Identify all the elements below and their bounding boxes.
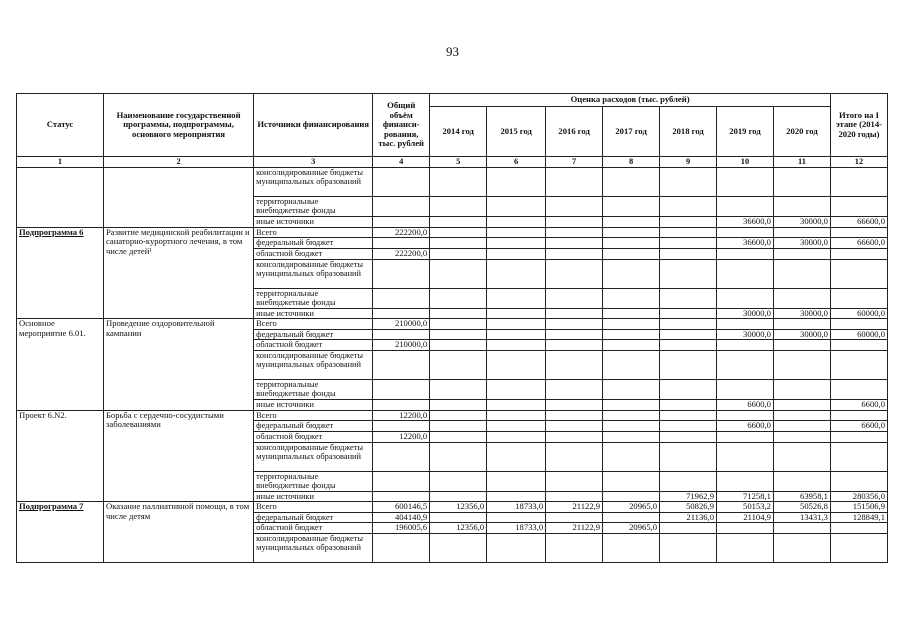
total-value-cell <box>373 329 430 340</box>
year-value-cell <box>487 259 546 288</box>
stage-sum-cell: 6600,0 <box>830 421 887 432</box>
header-year: 2018 год <box>660 107 717 157</box>
budget-table <box>16 93 888 563</box>
table-row <box>17 502 888 513</box>
year-value-cell <box>717 248 774 259</box>
year-value-cell <box>430 197 487 217</box>
year-value-cell: 12356,0 <box>430 523 487 534</box>
year-value-cell <box>603 471 660 491</box>
stage-sum-cell <box>830 288 887 308</box>
year-value-cell: 21136,0 <box>660 512 717 523</box>
year-value-cell <box>546 491 603 502</box>
year-value-cell <box>487 410 546 421</box>
funding-source-cell: территориальные внебюджетные фонды <box>254 471 373 491</box>
year-value-cell: 50826,9 <box>660 502 717 513</box>
year-value-cell <box>546 380 603 400</box>
year-value-cell <box>487 238 546 249</box>
year-value-cell: 30000,0 <box>717 329 774 340</box>
year-value-cell <box>430 288 487 308</box>
stage-sum-cell: 60000,0 <box>830 308 887 319</box>
total-value-cell <box>373 380 430 400</box>
year-value-cell <box>660 351 717 380</box>
year-value-cell <box>546 197 603 217</box>
stage-sum-cell <box>830 248 887 259</box>
stage-sum-cell <box>830 431 887 442</box>
stage-sum-cell: 151506,9 <box>830 502 887 513</box>
year-value-cell: 50526,8 <box>773 502 830 513</box>
total-value-cell <box>373 168 430 197</box>
year-value-cell <box>603 421 660 432</box>
year-value-cell: 20965,0 <box>603 523 660 534</box>
year-value-cell <box>546 238 603 249</box>
year-value-cell <box>717 534 774 563</box>
year-value-cell <box>487 329 546 340</box>
year-value-cell <box>430 217 487 228</box>
year-value-cell <box>430 421 487 432</box>
year-value-cell <box>773 340 830 351</box>
year-value-cell <box>603 217 660 228</box>
total-value-cell: 196005,6 <box>373 523 430 534</box>
year-value-cell <box>773 168 830 197</box>
year-value-cell <box>546 168 603 197</box>
year-value-cell <box>660 431 717 442</box>
funding-source-cell: федеральный бюджет <box>254 512 373 523</box>
stage-sum-cell: 66600,0 <box>830 217 887 228</box>
year-value-cell <box>546 534 603 563</box>
year-value-cell <box>717 168 774 197</box>
year-value-cell <box>717 288 774 308</box>
year-value-cell <box>717 340 774 351</box>
year-value-cell <box>717 380 774 400</box>
funding-source-cell: Всего <box>254 502 373 513</box>
total-value-cell <box>373 217 430 228</box>
stage-sum-cell <box>830 410 887 421</box>
year-value-cell <box>717 471 774 491</box>
total-value-cell: 12200,0 <box>373 410 430 421</box>
year-value-cell <box>773 421 830 432</box>
year-value-cell <box>660 340 717 351</box>
year-value-cell <box>660 308 717 319</box>
year-value-cell <box>430 491 487 502</box>
year-value-cell: 36600,0 <box>717 217 774 228</box>
year-value-cell <box>546 227 603 238</box>
year-value-cell <box>773 523 830 534</box>
year-value-cell: 12356,0 <box>430 502 487 513</box>
column-index: 7 <box>546 157 603 168</box>
status-cell: Проект 6.N2. <box>17 410 104 502</box>
funding-source-cell: областной бюджет <box>254 340 373 351</box>
year-value-cell: 30000,0 <box>773 308 830 319</box>
year-value-cell <box>773 319 830 330</box>
year-value-cell <box>546 512 603 523</box>
funding-source-cell: консолидированные бюджеты муниципальных образований <box>254 534 373 563</box>
stage-sum-cell <box>830 319 887 330</box>
total-value-cell: 210000,0 <box>373 319 430 330</box>
stage-sum-cell <box>830 259 887 288</box>
year-value-cell <box>487 308 546 319</box>
stage-sum-cell <box>830 197 887 217</box>
funding-source-cell: Всего <box>254 319 373 330</box>
year-value-cell <box>430 351 487 380</box>
header-source: Источники финансирования <box>254 94 373 157</box>
total-value-cell <box>373 308 430 319</box>
status-cell: Подпрограмма 6 <box>17 227 104 319</box>
year-value-cell <box>773 351 830 380</box>
header-status: Статус <box>17 94 104 157</box>
year-value-cell <box>717 410 774 421</box>
total-value-cell <box>373 351 430 380</box>
funding-source-cell: областной бюджет <box>254 523 373 534</box>
year-value-cell <box>430 168 487 197</box>
year-value-cell <box>773 197 830 217</box>
year-value-cell <box>546 319 603 330</box>
funding-source-cell: федеральный бюджет <box>254 421 373 432</box>
stage-sum-cell <box>830 534 887 563</box>
status-cell: Основное мероприятие 6.01. <box>17 319 104 411</box>
total-value-cell: 210000,0 <box>373 340 430 351</box>
year-value-cell <box>603 197 660 217</box>
column-index: 1 <box>17 157 104 168</box>
year-value-cell <box>603 259 660 288</box>
funding-source-cell: федеральный бюджет <box>254 238 373 249</box>
stage-sum-cell: 66600,0 <box>830 238 887 249</box>
year-value-cell <box>660 197 717 217</box>
year-value-cell <box>430 227 487 238</box>
total-value-cell: 12200,0 <box>373 431 430 442</box>
column-index: 3 <box>254 157 373 168</box>
year-value-cell <box>603 410 660 421</box>
year-value-cell <box>546 217 603 228</box>
page-number: 93 <box>446 44 459 59</box>
year-value-cell <box>773 227 830 238</box>
header-estimate: Оценка расходов (тыс. рублей) <box>430 94 831 107</box>
year-value-cell <box>717 442 774 471</box>
header-program: Наименование государственной программы, подпрограммы, основного мероприятия <box>103 94 253 157</box>
table-body <box>17 168 888 563</box>
total-value-cell <box>373 400 430 411</box>
year-value-cell: 18733,0 <box>487 502 546 513</box>
year-value-cell: 6600,0 <box>717 421 774 432</box>
total-value-cell <box>373 238 430 249</box>
year-value-cell <box>430 512 487 523</box>
stage-sum-cell: 60000,0 <box>830 329 887 340</box>
total-value-cell <box>373 442 430 471</box>
year-value-cell: 36600,0 <box>717 238 774 249</box>
year-value-cell <box>603 238 660 249</box>
year-value-cell <box>773 248 830 259</box>
funding-source-cell: Всего <box>254 227 373 238</box>
year-value-cell <box>546 308 603 319</box>
year-value-cell <box>546 400 603 411</box>
column-index: 4 <box>373 157 430 168</box>
funding-source-cell: федеральный бюджет <box>254 329 373 340</box>
year-value-cell <box>660 380 717 400</box>
funding-source-cell: иные источники <box>254 217 373 228</box>
funding-source-cell: консолидированные бюджеты муниципальных образований <box>254 442 373 471</box>
year-value-cell <box>660 329 717 340</box>
header-total: Общий объём финанси-рования, тыс. рублей <box>373 94 430 157</box>
year-value-cell <box>660 217 717 228</box>
year-value-cell <box>430 238 487 249</box>
year-value-cell: 71962,9 <box>660 491 717 502</box>
year-value-cell <box>487 421 546 432</box>
year-value-cell <box>773 259 830 288</box>
total-value-cell <box>373 288 430 308</box>
year-value-cell <box>430 329 487 340</box>
year-value-cell <box>660 238 717 249</box>
year-value-cell <box>487 491 546 502</box>
column-index: 9 <box>660 157 717 168</box>
year-value-cell <box>660 421 717 432</box>
year-value-cell <box>487 351 546 380</box>
total-value-cell <box>373 471 430 491</box>
year-value-cell <box>546 442 603 471</box>
column-index: 6 <box>487 157 546 168</box>
year-value-cell <box>430 534 487 563</box>
stage-sum-cell <box>830 168 887 197</box>
year-value-cell <box>773 410 830 421</box>
stage-sum-cell <box>830 523 887 534</box>
program-name-cell: Оказание паллиативной помощи, в том числе детям <box>103 502 253 563</box>
year-value-cell <box>603 534 660 563</box>
year-value-cell: 13431,3 <box>773 512 830 523</box>
year-value-cell <box>660 319 717 330</box>
year-value-cell: 71258,1 <box>717 491 774 502</box>
table-row <box>17 319 888 330</box>
year-value-cell <box>430 400 487 411</box>
year-value-cell <box>487 168 546 197</box>
year-value-cell <box>546 248 603 259</box>
funding-source-cell: областной бюджет <box>254 431 373 442</box>
year-value-cell <box>660 248 717 259</box>
year-value-cell <box>430 259 487 288</box>
stage-sum-cell <box>830 351 887 380</box>
year-value-cell <box>773 431 830 442</box>
year-value-cell: 30000,0 <box>773 329 830 340</box>
year-value-cell <box>603 351 660 380</box>
year-value-cell <box>487 400 546 411</box>
year-value-cell <box>603 380 660 400</box>
program-name-cell <box>103 168 253 228</box>
year-value-cell <box>546 431 603 442</box>
year-value-cell <box>773 380 830 400</box>
year-value-cell <box>717 523 774 534</box>
year-value-cell: 21104,9 <box>717 512 774 523</box>
column-index: 8 <box>603 157 660 168</box>
year-value-cell: 50153,2 <box>717 502 774 513</box>
funding-source-cell: Всего <box>254 410 373 421</box>
year-value-cell <box>430 442 487 471</box>
year-value-cell <box>487 217 546 228</box>
funding-source-cell: иные источники <box>254 491 373 502</box>
year-value-cell <box>660 410 717 421</box>
year-value-cell <box>487 340 546 351</box>
year-value-cell <box>660 168 717 197</box>
year-value-cell <box>487 380 546 400</box>
year-value-cell <box>773 288 830 308</box>
year-value-cell <box>717 351 774 380</box>
year-value-cell: 18733,0 <box>487 523 546 534</box>
table-row <box>17 410 888 421</box>
column-index: 2 <box>103 157 253 168</box>
total-value-cell <box>373 491 430 502</box>
total-value-cell <box>373 259 430 288</box>
year-value-cell <box>487 319 546 330</box>
total-value-cell: 404140,9 <box>373 512 430 523</box>
header-year: 2017 год <box>603 107 660 157</box>
year-value-cell <box>430 248 487 259</box>
stage-sum-cell: 6600,0 <box>830 400 887 411</box>
stage-sum-cell: 280356,0 <box>830 491 887 502</box>
year-value-cell <box>603 491 660 502</box>
program-name-cell: Проведение оздоровительной кампании <box>103 319 253 411</box>
year-value-cell <box>773 471 830 491</box>
year-value-cell <box>487 431 546 442</box>
total-value-cell <box>373 534 430 563</box>
year-value-cell <box>660 442 717 471</box>
year-value-cell: 30000,0 <box>773 238 830 249</box>
year-value-cell: 21122,9 <box>546 523 603 534</box>
year-value-cell <box>717 259 774 288</box>
stage-sum-cell: 128849,1 <box>830 512 887 523</box>
column-index: 5 <box>430 157 487 168</box>
column-index: 11 <box>773 157 830 168</box>
year-value-cell: 30000,0 <box>773 217 830 228</box>
year-value-cell <box>546 471 603 491</box>
year-value-cell <box>717 319 774 330</box>
year-value-cell <box>660 227 717 238</box>
year-value-cell <box>487 288 546 308</box>
year-value-cell <box>603 340 660 351</box>
funding-source-cell: территориальные внебюджетные фонды <box>254 288 373 308</box>
year-value-cell <box>603 288 660 308</box>
year-value-cell <box>660 534 717 563</box>
year-value-cell <box>546 259 603 288</box>
year-value-cell: 30000,0 <box>717 308 774 319</box>
stage-sum-cell <box>830 471 887 491</box>
year-value-cell <box>660 288 717 308</box>
year-value-cell <box>717 197 774 217</box>
year-value-cell <box>487 227 546 238</box>
year-value-cell <box>430 410 487 421</box>
header-year: 2019 год <box>717 107 774 157</box>
header-year: 2015 год <box>487 107 546 157</box>
total-value-cell: 222200,0 <box>373 227 430 238</box>
year-value-cell <box>487 471 546 491</box>
total-value-cell: 222200,0 <box>373 248 430 259</box>
header-year: 2016 год <box>546 107 603 157</box>
program-name-cell: Развитие медицинской реабилитации и санаторно-курортного лечения, в том числе детей¹ <box>103 227 253 319</box>
status-cell <box>17 168 104 228</box>
year-value-cell <box>430 308 487 319</box>
year-value-cell <box>660 400 717 411</box>
year-value-cell <box>717 431 774 442</box>
year-value-cell <box>430 319 487 330</box>
year-value-cell <box>603 248 660 259</box>
year-value-cell <box>487 534 546 563</box>
table-row <box>17 227 888 238</box>
year-value-cell <box>430 340 487 351</box>
year-value-cell <box>660 471 717 491</box>
year-value-cell <box>773 534 830 563</box>
stage-sum-cell <box>830 380 887 400</box>
stage-sum-cell <box>830 442 887 471</box>
year-value-cell <box>603 431 660 442</box>
year-value-cell <box>603 512 660 523</box>
year-value-cell <box>603 227 660 238</box>
program-name-cell: Борьба с сердечно-сосудистыми заболеваниями <box>103 410 253 502</box>
table-row <box>17 168 888 197</box>
year-value-cell <box>546 421 603 432</box>
funding-source-cell: иные источники <box>254 400 373 411</box>
year-value-cell <box>603 329 660 340</box>
total-value-cell <box>373 421 430 432</box>
year-value-cell <box>487 248 546 259</box>
year-value-cell <box>546 288 603 308</box>
year-value-cell <box>773 400 830 411</box>
year-value-cell <box>487 512 546 523</box>
year-value-cell <box>773 442 830 471</box>
header-sum-stage: Итого на I этапе (2014-2020 годы) <box>830 94 887 157</box>
year-value-cell <box>660 523 717 534</box>
year-value-cell: 6600,0 <box>717 400 774 411</box>
funding-source-cell: консолидированные бюджеты муниципальных образований <box>254 168 373 197</box>
year-value-cell <box>546 351 603 380</box>
year-value-cell <box>546 410 603 421</box>
funding-source-cell: областной бюджет <box>254 248 373 259</box>
year-value-cell <box>487 197 546 217</box>
year-value-cell <box>603 308 660 319</box>
year-value-cell <box>430 431 487 442</box>
funding-source-cell: территориальные внебюджетные фонды <box>254 197 373 217</box>
year-value-cell: 20965,0 <box>603 502 660 513</box>
total-value-cell: 600146,5 <box>373 502 430 513</box>
year-value-cell <box>430 471 487 491</box>
year-value-cell <box>717 227 774 238</box>
year-value-cell: 63958,1 <box>773 491 830 502</box>
funding-source-cell: иные источники <box>254 308 373 319</box>
year-value-cell <box>660 259 717 288</box>
year-value-cell: 21122,9 <box>546 502 603 513</box>
column-index: 12 <box>830 157 887 168</box>
year-value-cell <box>603 319 660 330</box>
year-value-cell <box>487 442 546 471</box>
year-value-cell <box>546 340 603 351</box>
header-year: 2014 год <box>430 107 487 157</box>
year-value-cell <box>603 442 660 471</box>
year-value-cell <box>546 329 603 340</box>
funding-source-cell: консолидированные бюджеты муниципальных образований <box>254 259 373 288</box>
year-value-cell <box>603 400 660 411</box>
stage-sum-cell <box>830 227 887 238</box>
funding-source-cell: территориальные внебюджетные фонды <box>254 380 373 400</box>
year-value-cell <box>603 168 660 197</box>
status-cell: Подпрограмма 7 <box>17 502 104 563</box>
header-year: 2020 год <box>773 107 830 157</box>
column-index: 10 <box>717 157 774 168</box>
total-value-cell <box>373 197 430 217</box>
year-value-cell <box>430 380 487 400</box>
funding-source-cell: консолидированные бюджеты муниципальных образований <box>254 351 373 380</box>
stage-sum-cell <box>830 340 887 351</box>
